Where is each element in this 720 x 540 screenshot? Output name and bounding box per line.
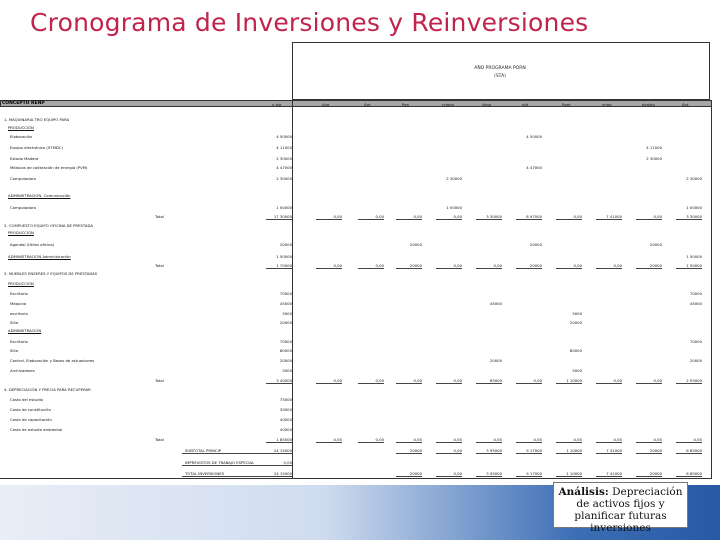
cell-value: 20000 — [409, 448, 422, 453]
cell-underline — [596, 442, 622, 443]
analysis-label: Análisis: — [558, 486, 609, 498]
cell-value: 4 11000 — [646, 145, 662, 150]
cell-value: 0,00 — [413, 437, 422, 442]
cell-value: 7 41000 — [606, 214, 622, 219]
summary-label: SUBTOTAL PRINCIP — [185, 448, 221, 453]
row-label: Control, Elaboración y Bases de actuaciones — [10, 358, 95, 363]
cell-value: 2 30000 — [446, 176, 462, 181]
cell-value: 0,00 — [493, 437, 502, 442]
cell-value: 1 00000 — [276, 205, 292, 210]
cell-value: 20000 — [409, 471, 422, 476]
cell-underline — [396, 268, 422, 269]
cell-value: 0,00 — [613, 437, 622, 442]
cell-value: 20000 — [689, 358, 702, 363]
section-heading: ADMINISTRACIÓN, Comunicación — [8, 193, 71, 198]
cell-value: 0,00 — [453, 437, 462, 442]
cell-underline — [476, 476, 502, 477]
total-label: Total — [155, 263, 164, 268]
section-heading: PRODUCCIÓN — [8, 230, 34, 235]
cell-underline — [436, 383, 462, 384]
cell-value: 20000 — [529, 263, 542, 268]
cell-value: 0,00 — [333, 437, 342, 442]
cell-value: 0,00 — [573, 263, 582, 268]
cell-value: 0,00 — [375, 214, 384, 219]
concept-column-header: CONCEPTO RENP — [2, 101, 45, 106]
cell-underline — [636, 453, 662, 454]
row-label: Silla — [10, 348, 18, 353]
row-label: Silla — [10, 320, 18, 325]
column-header-c2: Ano — [322, 102, 330, 107]
total-label: Total — [155, 378, 164, 383]
summary-label: TOTAL INVERSIONES — [185, 471, 225, 476]
cell-value: 0,00 — [613, 378, 622, 383]
cell-underline — [556, 442, 582, 443]
cell-underline — [316, 268, 342, 269]
cell-value: 8 97000 — [526, 214, 542, 219]
cell-value: 20000 — [409, 263, 422, 268]
row-label: Escritorio — [10, 339, 28, 344]
cell-value: 4 50000 — [526, 134, 542, 139]
cell-underline — [596, 268, 622, 269]
row-label: Costo de constitución — [10, 407, 52, 412]
cell-value: 0,00 — [375, 263, 384, 268]
cell-value: 20000 — [649, 471, 662, 476]
table-divider — [292, 100, 293, 479]
cell-value: 0,00 — [283, 460, 292, 465]
row-label: Costo del estudio — [10, 397, 43, 402]
table-bottom-border — [0, 478, 712, 479]
cell-underline — [636, 383, 662, 384]
cell-underline — [396, 219, 422, 220]
cell-value: 1 10000 — [566, 448, 582, 453]
cell-underline — [596, 453, 622, 454]
cell-value: 1 10000 — [566, 378, 582, 383]
cell-value: 65000 — [489, 378, 502, 383]
section-heading: 2. COMPUESTO EQUIPO OFICINA DE PRESTADA — [4, 223, 93, 228]
cell-value: 1 50000 — [686, 263, 702, 268]
cell-underline — [596, 383, 622, 384]
cell-underline — [556, 476, 582, 477]
cell-underline — [476, 268, 502, 269]
analysis-note — [553, 482, 688, 534]
cell-value: 7 41000 — [606, 471, 622, 476]
cell-underline — [516, 268, 542, 269]
year-header-line1: AÑO PROGRAMA PORN — [474, 66, 526, 71]
cell-value: 20000 — [279, 320, 292, 325]
cell-underline — [676, 383, 702, 384]
cell-underline — [396, 442, 422, 443]
cell-underline — [316, 383, 342, 384]
cell-value: 3 95000 — [486, 448, 502, 453]
cell-value: 0,00 — [493, 263, 502, 268]
row-label: Equipo electrónico (STMDC) — [10, 145, 63, 150]
cell-value: 0,00 — [653, 437, 662, 442]
cell-value: 3 40000 — [276, 378, 292, 383]
cell-underline — [396, 453, 422, 454]
cell-value: 20000 — [279, 242, 292, 247]
cell-underline — [556, 268, 582, 269]
cell-underline — [476, 383, 502, 384]
cell-value: 2 05000 — [686, 378, 702, 383]
cell-underline — [358, 219, 384, 220]
section-heading: PRODUCCIÓN — [8, 125, 34, 130]
cell-underline — [358, 383, 384, 384]
cell-value: 5000 — [572, 368, 582, 373]
cell-underline — [676, 268, 702, 269]
cell-underline — [676, 453, 702, 454]
cell-value: 2 30000 — [276, 156, 292, 161]
analysis-text: Depreciación de activos fijos y planificar futuras inversiones — [574, 486, 683, 534]
row-label: Elaboración — [10, 134, 33, 139]
cell-value: 0,00 — [333, 263, 342, 268]
cell-underline — [556, 219, 582, 220]
total-label: Total — [155, 437, 164, 442]
cell-value: 1 10000 — [566, 471, 582, 476]
cell-value: 0,00 — [453, 378, 462, 383]
cell-value: 40000 — [279, 427, 292, 432]
cell-value: 20000 — [529, 242, 542, 247]
row-label: Máquina — [10, 301, 27, 306]
cell-underline — [596, 476, 622, 477]
cell-value: 7 41000 — [606, 448, 622, 453]
row-label: Módulos de calibración de energía (PVM) — [10, 165, 88, 170]
row-label: Escritorio — [10, 291, 28, 296]
cell-value: 0,00 — [453, 263, 462, 268]
cell-value: 0,00 — [453, 214, 462, 219]
cell-underline — [436, 268, 462, 269]
column-header-c1: v alo — [272, 102, 282, 107]
cell-value: 2 30000 — [686, 176, 702, 181]
cell-value: 4 50000 — [276, 134, 292, 139]
cell-value: 6 85000 — [686, 448, 702, 453]
cell-underline — [436, 219, 462, 220]
cell-value: 30000 — [279, 407, 292, 412]
section-heading: ADMINISTRACIÓN Administración — [8, 254, 71, 259]
cell-value: 20000 — [649, 448, 662, 453]
cell-value: 0,00 — [413, 214, 422, 219]
cell-value: 0,00 — [653, 214, 662, 219]
cell-underline — [358, 268, 384, 269]
cell-underline — [316, 442, 342, 443]
cell-value: 1 00000 — [446, 205, 462, 210]
cell-value: 5000 — [282, 311, 292, 316]
cell-underline — [516, 453, 542, 454]
section-heading: 4. DEPRECIACIÓN Y PRECIA PARA RECUPERAR — [4, 387, 91, 392]
cell-underline — [556, 453, 582, 454]
year-header-box — [292, 42, 710, 100]
cell-value: 2 30000 — [276, 176, 292, 181]
cell-underline — [316, 219, 342, 220]
column-header-c4: Poa — [402, 102, 409, 107]
cell-value: 70000 — [689, 291, 702, 296]
cell-underline — [266, 383, 292, 384]
cell-value: 3 30000 — [686, 214, 702, 219]
cell-value: 0,00 — [413, 378, 422, 383]
cell-value: 0,00 — [653, 378, 662, 383]
cell-value: 6 85000 — [686, 471, 702, 476]
cell-value: 20000 — [409, 242, 422, 247]
cell-underline — [636, 442, 662, 443]
cell-underline — [266, 268, 292, 269]
column-header-c9: vrlao — [602, 102, 612, 107]
cell-underline — [676, 442, 702, 443]
cell-underline — [266, 219, 292, 220]
cell-underline — [636, 476, 662, 477]
cell-underline — [676, 476, 702, 477]
cell-value: 20000 — [569, 320, 582, 325]
cell-underline — [358, 442, 384, 443]
row-label: Costo de capacitación — [10, 417, 52, 422]
cell-value: 0,00 — [453, 471, 462, 476]
summary-label: IMPREVISTOS DE TRABAJO ESPECIAL — [185, 460, 255, 465]
cell-value: 0,00 — [453, 448, 462, 453]
cell-underline — [396, 476, 422, 477]
cell-value: 1 00000 — [686, 205, 702, 210]
cell-value: 5000 — [572, 311, 582, 316]
cell-value: 70000 — [689, 339, 702, 344]
cell-underline — [636, 219, 662, 220]
total-label: Total — [155, 214, 164, 219]
cell-value: 0,00 — [533, 437, 542, 442]
section-heading: ADMINISTRACIÓN — [8, 328, 42, 333]
year-header-line2: (STA) — [494, 74, 506, 79]
cell-value: 0,00 — [375, 437, 384, 442]
row-label: Computadora — [10, 205, 36, 210]
cell-value: 0,00 — [573, 214, 582, 219]
row-label: Costo de estudio ambiental — [10, 427, 63, 432]
cell-value: 1 50000 — [276, 254, 292, 259]
cell-underline — [436, 453, 462, 454]
cell-value: 20000 — [279, 358, 292, 363]
cell-underline — [636, 268, 662, 269]
column-header-c11: Ánt — [682, 102, 689, 107]
cell-underline — [516, 219, 542, 220]
cell-underline — [516, 383, 542, 384]
cell-underline — [596, 219, 622, 220]
cell-value: 3 95000 — [486, 471, 502, 476]
column-header-c5: rvlodo — [442, 102, 454, 107]
cell-value: 40000 — [279, 417, 292, 422]
cell-value: 45000 — [489, 301, 502, 306]
cell-value: 1 70000 — [276, 263, 292, 268]
cell-value: 9 17000 — [526, 471, 542, 476]
cell-underline — [436, 442, 462, 443]
cell-value: 20000 — [489, 358, 502, 363]
cell-underline — [266, 442, 292, 443]
column-header-c8: Rant — [562, 102, 571, 107]
cell-value: 0,00 — [693, 437, 702, 442]
cell-value: 9 17000 — [526, 448, 542, 453]
row-label: Computadora — [10, 176, 36, 181]
cell-value: 45000 — [279, 301, 292, 306]
cell-underline — [266, 453, 292, 454]
cell-underline — [396, 383, 422, 384]
column-header-c10: dvaldo — [642, 102, 655, 107]
cell-value: 0,00 — [533, 378, 542, 383]
row-label: Estado Madera — [10, 156, 39, 161]
row-label: escritorio — [10, 311, 28, 316]
column-header-c7: nót — [522, 102, 529, 107]
page-title: Cronograma de Inversiones y Reinversiones — [30, 8, 589, 37]
row-label: Agendal (Útiles oficina) — [10, 242, 55, 247]
cell-underline — [436, 476, 462, 477]
cell-value: 0,00 — [573, 437, 582, 442]
cell-value: 70000 — [279, 339, 292, 344]
cell-value: 2 30000 — [646, 156, 662, 161]
cell-underline — [676, 219, 702, 220]
cell-value: 20000 — [649, 263, 662, 268]
cell-value: 4 47000 — [276, 165, 292, 170]
column-header-c6: Vana — [482, 102, 492, 107]
cell-underline — [516, 442, 542, 443]
section-heading: 1. MAQUINARIA TRO EQUIPO PARA — [4, 117, 70, 122]
row-label: Archivadores — [10, 368, 35, 373]
cell-value: 24 15000 — [273, 471, 292, 476]
cell-underline — [476, 453, 502, 454]
cell-value: 5000 — [282, 368, 292, 373]
cell-value: 70000 — [279, 291, 292, 296]
cell-value: 1 85000 — [276, 437, 292, 442]
column-header-c3: Ánt — [364, 102, 371, 107]
table-right-border — [711, 100, 712, 479]
section-heading: 3. MUEBLES ENSERES Y EQUIPOS DE PRESTADAS — [4, 271, 98, 276]
cell-value: 0,00 — [333, 214, 342, 219]
cell-underline — [476, 442, 502, 443]
cell-value: 1 50000 — [686, 254, 702, 259]
cell-underline — [266, 476, 292, 477]
section-heading: PRODUCCIÓN — [8, 281, 34, 286]
cell-value: 0,00 — [375, 378, 384, 383]
cell-value: 4 47000 — [526, 165, 542, 170]
cell-underline — [266, 465, 292, 466]
cell-value: 0,00 — [333, 378, 342, 383]
cell-value: 3 30000 — [486, 214, 502, 219]
cell-value: 17 30000 — [273, 214, 292, 219]
cell-value: 0,00 — [613, 263, 622, 268]
cell-underline — [556, 383, 582, 384]
cell-underline — [516, 476, 542, 477]
cell-value: 80000 — [569, 348, 582, 353]
cell-value: 80000 — [279, 348, 292, 353]
cell-value: 24 15000 — [273, 448, 292, 453]
cell-value: 75000 — [279, 397, 292, 402]
cell-underline — [476, 219, 502, 220]
cell-value: 4 11000 — [276, 145, 292, 150]
cell-value: 45000 — [689, 301, 702, 306]
cell-value: 20000 — [649, 242, 662, 247]
